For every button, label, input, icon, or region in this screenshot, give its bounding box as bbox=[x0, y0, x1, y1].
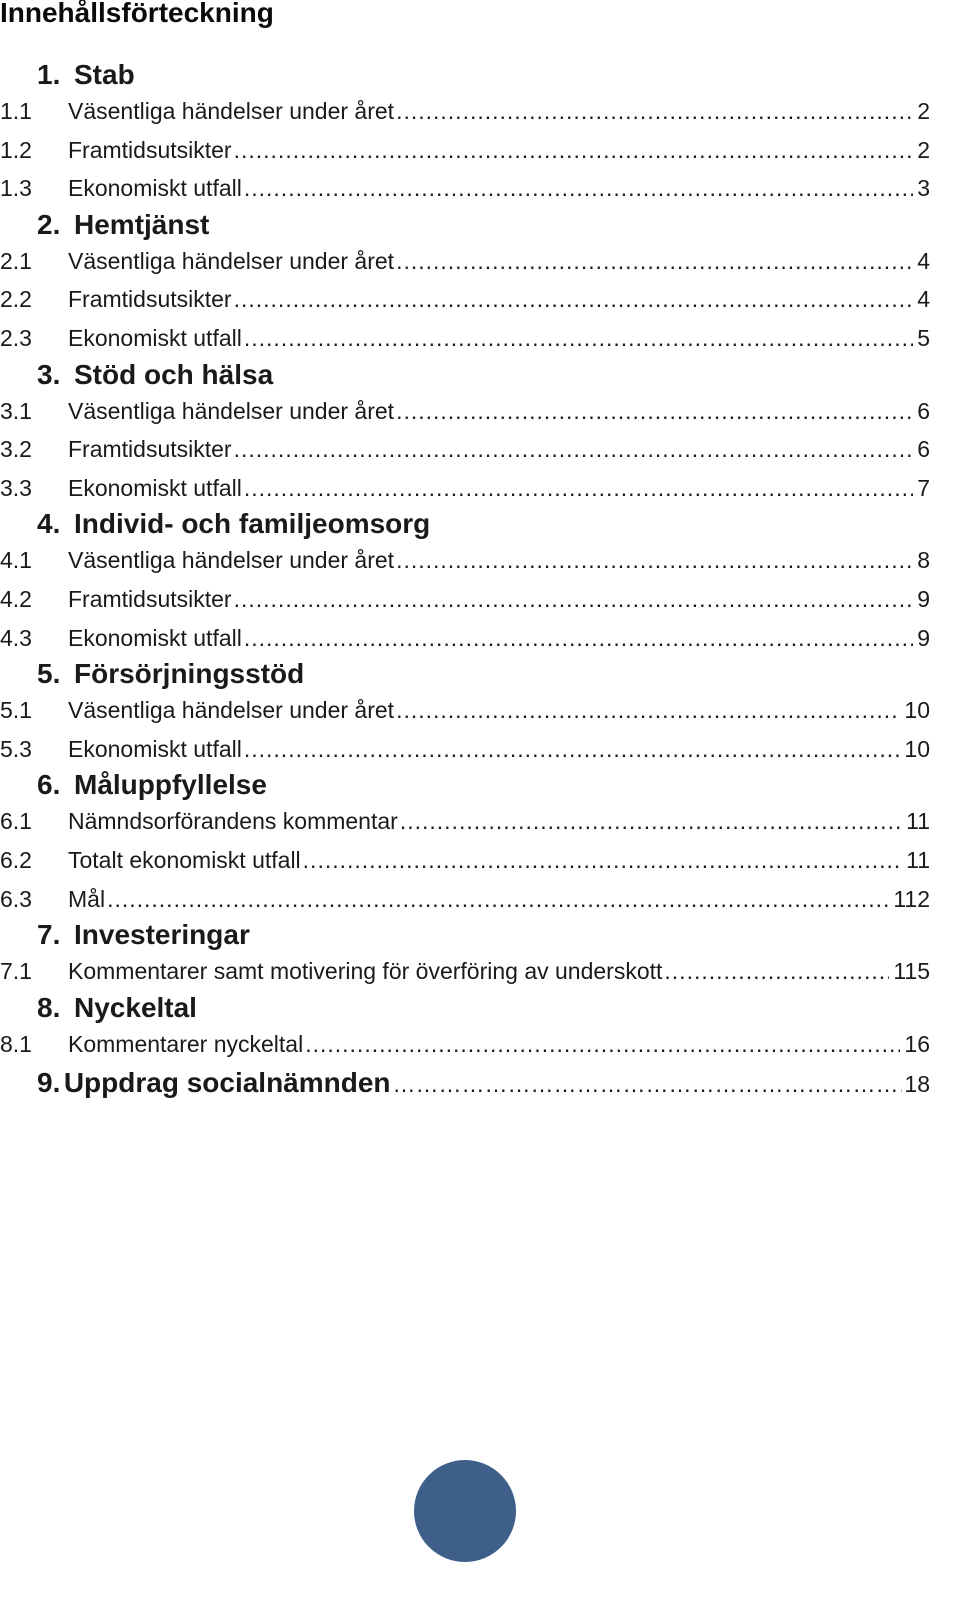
entry-title: Väsentliga händelser under året bbox=[68, 397, 395, 424]
entry-page-number: 8 bbox=[917, 547, 930, 574]
entry-page-number: 18 bbox=[904, 1071, 930, 1098]
toc-entry[interactable] bbox=[0, 131, 930, 170]
toc-final-entry[interactable] bbox=[0, 1063, 930, 1103]
entry-page-number: 10 bbox=[904, 735, 930, 762]
entry-page-number: 11 bbox=[906, 808, 930, 835]
toc-entry[interactable] bbox=[0, 802, 930, 841]
entry-page-number: 10 bbox=[904, 697, 930, 724]
table-of-contents bbox=[0, 58, 930, 1103]
chapter-title: Hemtjänst bbox=[74, 208, 210, 240]
dot-leader bbox=[234, 430, 914, 469]
chapter-title: Stab bbox=[74, 59, 135, 90]
dot-leader bbox=[396, 392, 913, 431]
entry-title: Nämndsorförandens kommentar bbox=[68, 808, 398, 835]
entry-title: Kommentarer nyckeltal bbox=[68, 1030, 304, 1057]
chapter-title: Måluppfyllelse bbox=[74, 769, 267, 801]
toc-entry[interactable] bbox=[0, 691, 930, 730]
toc-entry[interactable] bbox=[0, 169, 930, 208]
chapter-title: Uppdrag socialnämnden bbox=[63, 1067, 391, 1099]
entry-number: 3.2 bbox=[0, 436, 32, 463]
dot-leader bbox=[303, 841, 902, 880]
dot-leader bbox=[664, 952, 889, 991]
entry-page-number: 16 bbox=[904, 1030, 930, 1057]
toc-entry[interactable] bbox=[0, 841, 930, 880]
dot-leader bbox=[234, 280, 914, 319]
entry-number: 7.1 bbox=[0, 958, 32, 985]
dot-leader bbox=[244, 619, 913, 658]
chapter-number: 6. bbox=[37, 769, 61, 801]
entry-number: 1.2 bbox=[0, 136, 32, 163]
toc-chapter-heading[interactable] bbox=[0, 918, 930, 952]
toc-entry[interactable] bbox=[0, 92, 930, 131]
toc-entry[interactable] bbox=[0, 541, 930, 580]
entry-number: 4.2 bbox=[0, 585, 32, 612]
toc-chapter-heading[interactable] bbox=[0, 507, 930, 541]
entry-page-number: 4 bbox=[917, 247, 930, 274]
dot-leader bbox=[244, 169, 913, 208]
entry-number: 1.1 bbox=[0, 98, 32, 124]
entry-page-number: 5 bbox=[917, 324, 930, 351]
entry-number: 3.3 bbox=[0, 474, 32, 501]
entry-number: 4.1 bbox=[0, 547, 32, 574]
entry-title: Kommentarer samt motivering för överföring av underskott bbox=[68, 958, 663, 985]
chapter-title: Försörjningsstöd bbox=[74, 658, 305, 690]
dot-leader bbox=[400, 802, 902, 841]
toc-chapter-heading[interactable] bbox=[0, 358, 930, 392]
toc-entry[interactable] bbox=[0, 242, 930, 281]
dot-leader bbox=[305, 1025, 900, 1064]
chapter-number: 5. bbox=[37, 658, 61, 690]
entry-page-number: 3 bbox=[917, 175, 930, 202]
chapter-title: Nyckeltal bbox=[74, 991, 197, 1023]
chapter-number: 3. bbox=[37, 358, 61, 390]
chapter-number: 8. bbox=[37, 991, 61, 1023]
entry-number: 6.1 bbox=[0, 808, 32, 835]
entry-page-number: 11 bbox=[906, 846, 930, 873]
dot-leader bbox=[396, 92, 913, 131]
entry-number: 1.3 bbox=[0, 175, 32, 202]
dot-leader bbox=[396, 242, 913, 281]
entry-page-number: 7 bbox=[917, 474, 930, 501]
entry-title: Väsentliga händelser under året bbox=[68, 697, 395, 724]
entry-number: 8.1 bbox=[0, 1030, 32, 1057]
toc-title: Innehållsförteckning bbox=[0, 0, 274, 28]
entry-page-number: 115 bbox=[893, 958, 930, 985]
toc-entry[interactable] bbox=[0, 880, 930, 919]
toc-entry[interactable] bbox=[0, 580, 930, 619]
entry-number: 6.2 bbox=[0, 846, 32, 873]
toc-chapter-heading[interactable] bbox=[0, 58, 930, 92]
entry-title: Ekonomiskt utfall bbox=[68, 175, 242, 202]
toc-entry[interactable] bbox=[0, 1025, 930, 1064]
dot-leader bbox=[396, 691, 900, 730]
chapter-number: 9. bbox=[37, 1067, 61, 1099]
page-marker-circle bbox=[414, 1460, 516, 1562]
entry-title: Väsentliga händelser under året bbox=[68, 547, 395, 574]
toc-entry[interactable] bbox=[0, 730, 930, 769]
dot-leader bbox=[393, 1064, 903, 1104]
entry-number: 6.3 bbox=[0, 885, 32, 912]
entry-number: 5.1 bbox=[0, 697, 32, 724]
entry-title: Ekonomiskt utfall bbox=[68, 624, 242, 651]
dot-leader bbox=[396, 541, 913, 580]
chapter-title: Individ- och familjeomsorg bbox=[74, 508, 431, 540]
entry-title: Ekonomiskt utfall bbox=[68, 474, 242, 501]
entry-title: Väsentliga händelser under året bbox=[68, 98, 395, 124]
entry-number: 5.3 bbox=[0, 735, 32, 762]
entry-title: Väsentliga händelser under året bbox=[68, 247, 395, 274]
chapter-number: 2. bbox=[37, 208, 61, 240]
chapter-title: Investeringar bbox=[74, 919, 250, 951]
entry-page-number: 6 bbox=[917, 436, 930, 463]
chapter-number: 4. bbox=[37, 508, 61, 540]
entry-title: Framtidsutsikter bbox=[68, 436, 232, 463]
entry-page-number: 6 bbox=[917, 397, 930, 424]
entry-page-number: 9 bbox=[917, 624, 930, 651]
entry-title: Ekonomiskt utfall bbox=[68, 735, 242, 762]
entry-page-number: 2 bbox=[917, 136, 930, 163]
dot-leader bbox=[244, 319, 913, 358]
entry-title: Mål bbox=[68, 885, 106, 912]
entry-number: 2.1 bbox=[0, 247, 32, 274]
entry-title: Framtidsutsikter bbox=[68, 585, 232, 612]
toc-chapter-heading[interactable] bbox=[0, 657, 930, 691]
toc-entry[interactable] bbox=[0, 392, 930, 431]
entry-number: 4.3 bbox=[0, 624, 32, 651]
entry-page-number: 9 bbox=[917, 585, 930, 612]
chapter-number: 7. bbox=[37, 919, 61, 951]
toc-entry[interactable] bbox=[0, 469, 930, 508]
toc-entry[interactable] bbox=[0, 280, 930, 319]
dot-leader bbox=[244, 469, 913, 508]
entry-number: 2.2 bbox=[0, 286, 32, 313]
chapter-number: 1. bbox=[37, 59, 61, 90]
entry-page-number: 112 bbox=[893, 885, 930, 912]
chapter-title: Stöd och hälsa bbox=[74, 358, 274, 390]
toc-entry[interactable] bbox=[0, 319, 930, 358]
dot-leader bbox=[234, 131, 914, 170]
entry-page-number: 4 bbox=[917, 286, 930, 313]
entry-title: Totalt ekonomiskt utfall bbox=[68, 846, 301, 873]
entry-page-number: 2 bbox=[917, 98, 930, 124]
dot-leader bbox=[244, 730, 901, 769]
toc-entry[interactable] bbox=[0, 430, 930, 469]
entry-title: Ekonomiskt utfall bbox=[68, 324, 242, 351]
dot-leader bbox=[234, 580, 914, 619]
toc-chapter-heading[interactable] bbox=[0, 768, 930, 802]
entry-number: 2.3 bbox=[0, 324, 32, 351]
entry-title: Framtidsutsikter bbox=[68, 136, 232, 163]
toc-chapter-heading[interactable] bbox=[0, 991, 930, 1025]
entry-title: Framtidsutsikter bbox=[68, 286, 232, 313]
toc-entry[interactable] bbox=[0, 952, 930, 991]
dot-leader bbox=[107, 880, 889, 919]
toc-chapter-heading[interactable] bbox=[0, 208, 930, 242]
entry-number: 3.1 bbox=[0, 397, 32, 424]
toc-entry[interactable] bbox=[0, 619, 930, 658]
